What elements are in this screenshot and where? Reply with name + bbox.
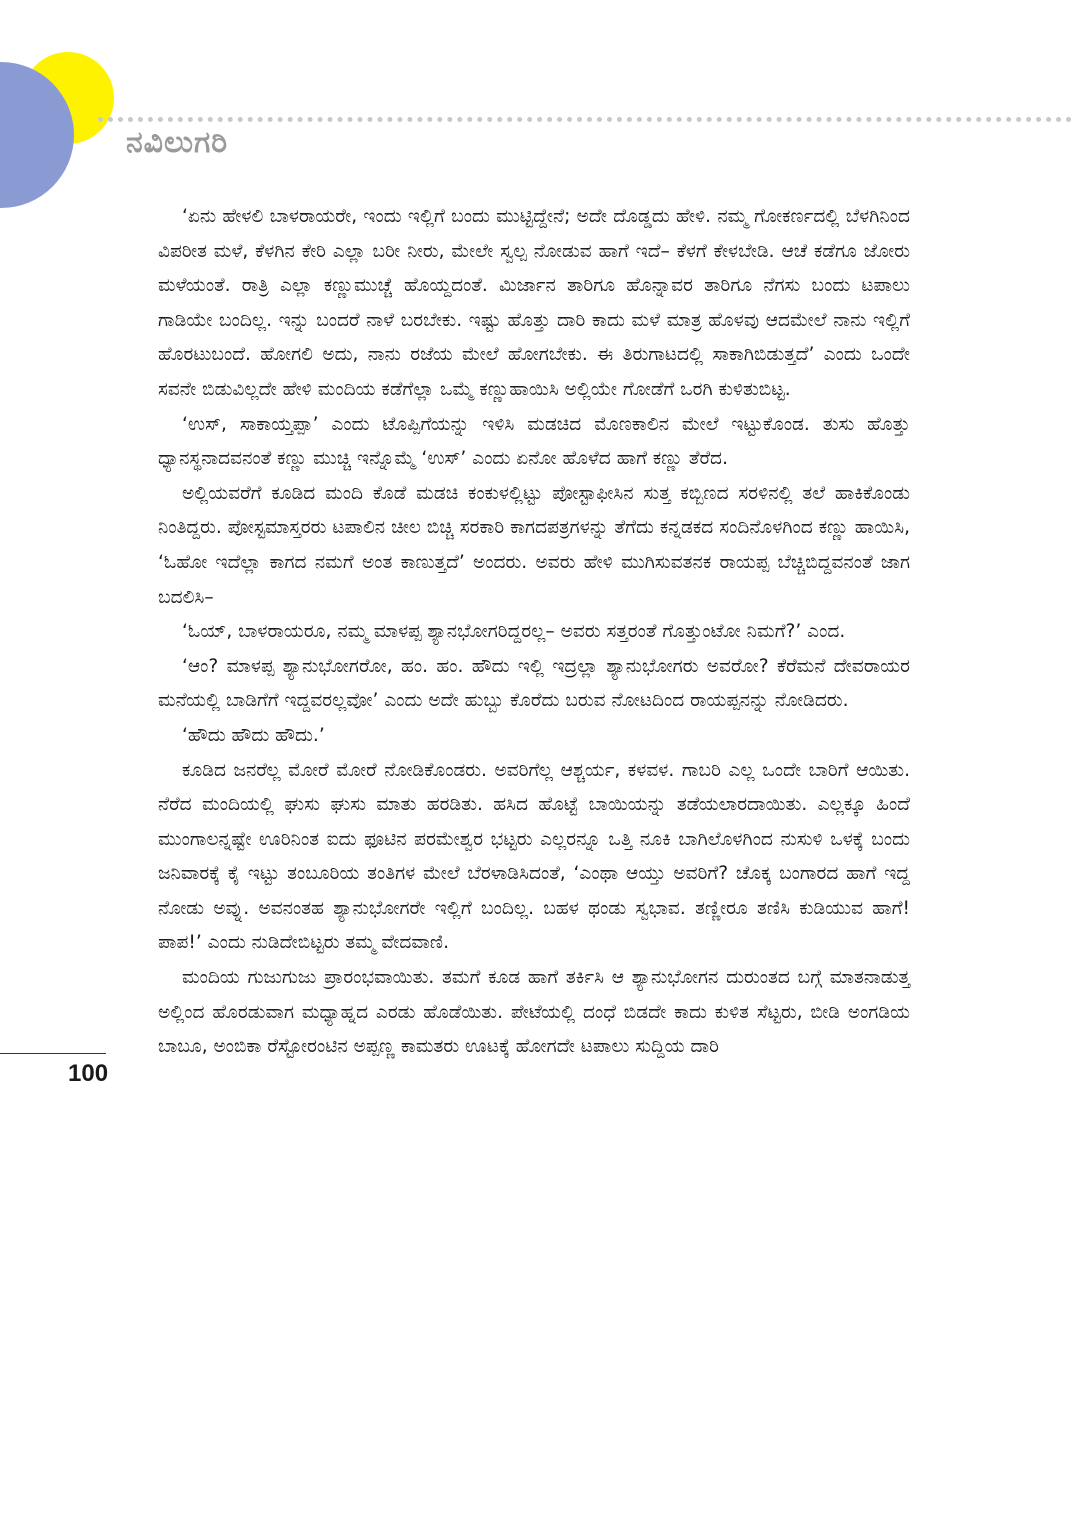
paragraph: ಕೂಡಿದ ಜನರೆಲ್ಲ ಮೋರೆ ಮೋರೆ ನೋಡಿಕೊಂಡರು. ಅವರಿಗೆಲ್ಲ ಆಶ್ಚರ್ಯ, ಕಳವಳ. ಗಾಬರಿ ಎಲ್ಲ ಒಂದೇ ಬಾರಿಗೆ ಆಯಿತು. ನೆರೆದ ಮಂದಿಯಲ್ಲಿ ಘುಸು ಘುಸು ಮಾತು ಹರಡಿತು. ಹಸಿದ ಹೊಟ್ಟೆ ಬಾಯಿಯನ್ನು ತಡೆಯಲಾರದಾಯಿತು. ಎಲ್ಲಕ್ಕೂ ಹಿಂದೆ ಮುಂಗಾಲನ್ನಷ್ಟೇ ಊರಿನಿಂತ ಐದು ಫೂಟಿನ ಪರಮೇಶ್ವರ ಭಟ್ಟರು ಎಲ್ಲರನ್ನೂ ಒತ್ತಿ ನೂಕಿ ಬಾಗಿಲೊಳಗಿಂದ ನುಸುಳಿ ಒಳಕ್ಕೆ ಬಂದು ಜನಿವಾರಕ್ಕೆ ಕೈ ಇಟ್ಟು ತಂಬೂರಿಯ ತಂತಿಗಳ ಮೇಲೆ ಬೆರಳಾಡಿಸಿದಂತೆ, ‘ಎಂಥಾ ಆಯ್ತು ಅವರಿಗೆ? ಚೊಕ್ಕ ಬಂಗಾರದ ಹಾಗೆ ಇದ್ದ ನೋಡು ಅವ್ನು. ಅವನಂತಹ ಶ್ಯಾನುಭೋಗರೇ ಇಲ್ಲಿಗೆ ಬಂದಿಲ್ಲ. ಬಹಳ ಥಂಡು ಸ್ವಭಾವ. ತಣ್ಣೀರೂ ತಣಿಸಿ ಕುಡಿಯುವ ಹಾಗೆ! ಪಾಪ!’ ಎಂದು ನುಡಿದೇಬಿಟ್ಟರು ತಮ್ಮ ವೇದವಾಣಿ.	[158, 759, 910, 954]
paragraph: ಮಂದಿಯ ಗುಜುಗುಜು ಪ್ರಾರಂಭವಾಯಿತು. ತಮಗೆ ಕೂಡ ಹಾಗೆ ತರ್ಕಿಸಿ ಆ ಶ್ಯಾನುಭೋಗನ ದುರುಂತದ ಬಗ್ಗೆ ಮಾತನಾಡುತ್ತ ಅಲ್ಲಿಂದ ಹೊರಡುವಾಗ ಮಧ್ಯಾಹ್ನದ ಎರಡು ಹೊಡೆಯಿತು. ಪೇಟೆಯಲ್ಲಿ ದಂಧೆ ಬಿಡದೇ ಕಾದು ಕುಳಿತ ಸೆಟ್ಟರು, ಬೀಡಿ ಅಂಗಡಿಯ ಬಾಬೂ, ಅಂಬಿಕಾ ರೆಸ್ಟೋರಂಟಿನ ಅಪ್ಪಣ್ಣ ಕಾಮತರು ಊಟಕ್ಕೆ ಹೋಗದೇ ಟಪಾಲು ಸುದ್ದಿಯ ದಾರಿ	[158, 967, 910, 1058]
story-text	[158, 200, 910, 1065]
paragraph: ಅಲ್ಲಿಯವರೆಗೆ ಕೂಡಿದ ಮಂದಿ ಕೊಡೆ ಮಡಚಿ ಕಂಕುಳಲ್ಲಿಟ್ಟು ಪೋಸ್ಟಾಫೀಸಿನ ಸುತ್ತ ಕಬ್ಬಿಣದ ಸರಳಿನಲ್ಲಿ ತಲೆ ಹಾಕಿಕೊಂಡು ನಿಂತಿದ್ದರು. ಪೋಸ್ಟಮಾಸ್ತರರು ಟಪಾಲಿನ ಚೀಲ ಬಿಚ್ಚಿ ಸರಕಾರಿ ಕಾಗದಪತ್ರಗಳನ್ನು ತೆಗೆದು ಕನ್ನಡಕದ ಸಂದಿನೊಳಗಿಂದ ಕಣ್ಣು ಹಾಯಿಸಿ, ‘ಓಹೋ ಇದೆಲ್ಲಾ ಕಾಗದ ನಮಗೆ ಅಂತ ಕಾಣುತ್ತದೆ’ ಅಂದರು. ಅವರು ಹೇಳಿ ಮುಗಿಸುವತನಕ ರಾಯಪ್ಪ ಬೆಚ್ಚಿಬಿದ್ದವನಂತೆ ಜಾಗ ಬದಲಿಸಿ–	[158, 482, 910, 608]
footer-rule	[0, 1053, 106, 1054]
paragraph: ‘ಆಂ? ಮಾಳಪ್ಪ ಶ್ಯಾನುಭೋಗರೋ, ಹಂ. ಹಂ. ಹೌದು ಇಲ್ಲಿ ಇದ್ರಲ್ಲಾ ಶ್ಯಾನುಭೋಗರು ಅವರೋ? ಕೆರೆಮನೆ ದೇವರಾಯರ ಮನೆಯಲ್ಲಿ ಬಾಡಿಗೆಗೆ ಇದ್ದವರಲ್ಲವೋ’ ಎಂದು ಅದೇ ಹುಬ್ಬು ಕೊರೆದು ಬರುವ ನೋಟದಿಂದ ರಾಯಪ್ಪನನ್ನು ನೋಡಿದರು.	[158, 655, 910, 712]
chapter-title: ನವಿಲುಗರಿ	[126, 125, 229, 160]
paragraph: ‘ಏನು ಹೇಳಲಿ ಬಾಳರಾಯರೇ, ಇಂದು ಇಲ್ಲಿಗೆ ಬಂದು ಮುಟ್ಟಿದ್ದೇನೆ; ಅದೇ ದೊಡ್ಡದು ಹೇಳಿ. ನಮ್ಮ ಗೋಕರ್ಣದಲ್ಲಿ ಬೆಳಗಿನಿಂದ ವಿಪರೀತ ಮಳೆ, ಕೆಳಗಿನ ಕೇರಿ ಎಲ್ಲಾ ಬರೀ ನೀರು, ಮೇಲೇ ಸ್ವಲ್ಪ ನೋಡುವ ಹಾಗೆ ಇದೆ– ಕೆಳಗೆ ಕೇಳಬೇಡಿ. ಆಚೆ ಕಡೆಗೂ ಜೋರು ಮಳೆಯಂತೆ. ರಾತ್ರಿ ಎಲ್ಲಾ ಕಣ್ಣುಮುಚ್ಚೆ ಹೊಯ್ದದಂತೆ. ಮಿರ್ಜಾನ ತಾರಿಗೂ ಹೊನ್ನಾವರ ತಾರಿಗೂ ನೆಗಸು ಬಂದು ಟಪಾಲು ಗಾಡಿಯೇ ಬಂದಿಲ್ಲ. ಇನ್ನು ಬಂದರೆ ನಾಳೆ ಬರಬೇಕು. ಇಷ್ಟು ಹೊತ್ತು ದಾರಿ ಕಾದು ಮಳೆ ಮಾತ್ರ ಹೊಳವು ಆದಮೇಲೆ ನಾನು ಇಲ್ಲಿಗೆ ಹೊರಟುಬಂದೆ. ಹೋಗಲಿ ಅದು, ನಾನು ರಜೆಯ ಮೇಲೆ ಹೋಗಬೇಕು. ಈ ತಿರುಗಾಟದಲ್ಲಿ ಸಾಕಾಗಿಬಿಡುತ್ತದೆ’ ಎಂದು ಒಂದೇ ಸವನೇ ಬಿಡುವಿಲ್ಲದೇ ಹೇಳಿ ಮಂದಿಯ ಕಡೆಗೆಲ್ಲಾ ಒಮ್ಮೆ ಕಣ್ಣುಹಾಯಿಸಿ ಅಲ್ಲಿಯೇ ಗೋಡೆಗೆ ಒರಗಿ ಕುಳಿತುಬಿಟ್ಟ.	[158, 206, 910, 400]
header-dotted-rule	[98, 117, 1072, 122]
paragraph: ‘ಓಯ್, ಬಾಳರಾಯರೂ, ನಮ್ಮ ಮಾಳಪ್ಪ ಶ್ಯಾನಭೋಗರಿದ್ದರಲ್ಲ– ಅವರು ಸತ್ತರಂತೆ ಗೊತ್ತುಂಟೋ ನಿಮಗೆ?’ ಎಂದ.	[182, 621, 846, 643]
paragraph: ‘ಹೌದು ಹೌದು ಹೌದು.’	[182, 724, 325, 746]
page-number: 100	[68, 1060, 109, 1087]
paragraph: ‘ಉಸ್, ಸಾಕಾಯ್ತಪ್ಪಾ’ ಎಂದು ಟೊಪ್ಪಿಗೆಯನ್ನು ಇಳಿಸಿ ಮಡಚಿದ ಮೊಣಕಾಲಿನ ಮೇಲೆ ಇಟ್ಟುಕೊಂಡ. ತುಸು ಹೊತ್ತು ಧ್ಯಾನಸ್ಥನಾದವನಂತೆ ಕಣ್ಣು ಮುಚ್ಚಿ ಇನ್ನೊಮ್ಮೆ ‘ಉಸ್’ ಎಂದು ಏನೋ ಹೊಳೆದ ಹಾಗೆ ಕಣ್ಣು ತೆರೆದ.	[158, 413, 910, 470]
